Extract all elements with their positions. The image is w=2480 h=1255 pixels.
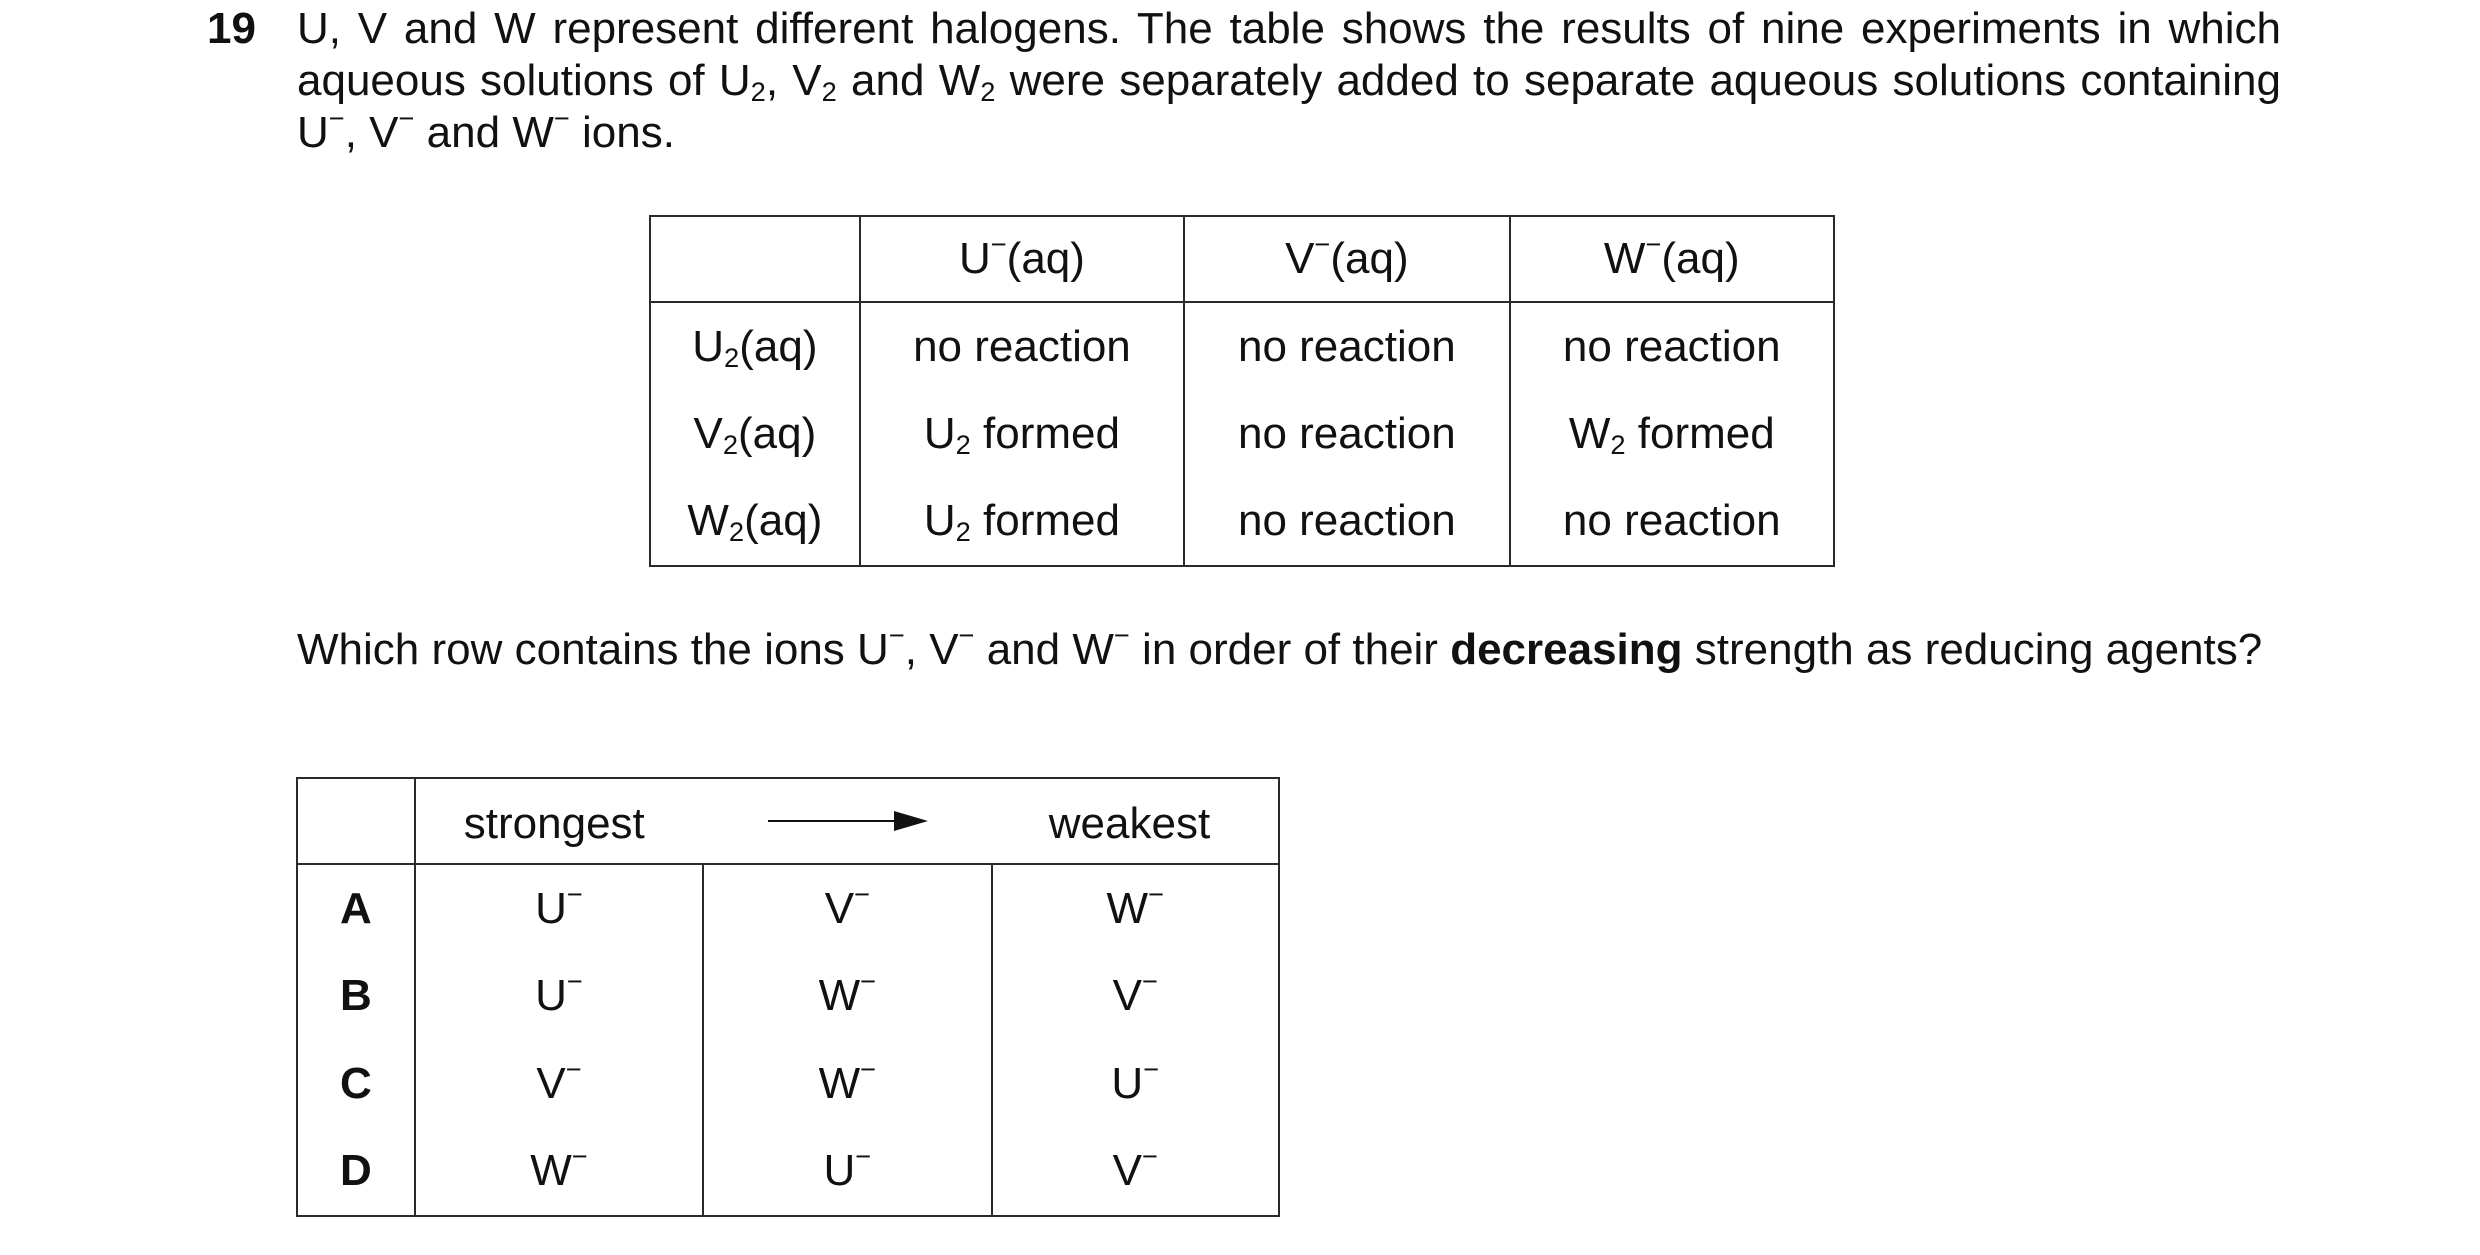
results-row: [650, 302, 1834, 390]
option-ion: U−: [992, 1040, 1279, 1127]
option-letter: B: [297, 953, 415, 1040]
results-row-header: $V_2(aq)$: [650, 390, 860, 477]
results-cell: no reaction: [1184, 302, 1509, 390]
option-ion: W−: [415, 1128, 703, 1216]
option-ion: W−: [703, 953, 991, 1040]
results-table: [649, 215, 1835, 567]
options-header: [415, 778, 1279, 864]
question-intro: U, V and W represent different halogens. The table shows the results of nine experiments in which aqueous solutions of $U_2$, $V_2$ and $W_2$ were separately added to separate aqueous solutions containing U−, V− and W− ions.: [297, 4, 2281, 157]
results-row-header: $U_2(aq)$: [650, 302, 860, 390]
results-column-header: W−(aq): [1510, 216, 1834, 302]
option-ion: V−: [992, 1128, 1279, 1216]
option-letter: C: [297, 1040, 415, 1127]
results-cell: $U_2$ formed: [860, 478, 1184, 566]
option-ion: U−: [703, 1128, 991, 1216]
option-ion: V−: [992, 953, 1279, 1040]
option-ion: W−: [703, 1040, 991, 1127]
options-header-row: [297, 778, 1279, 864]
results-row: [650, 390, 1834, 477]
options-table: [296, 777, 1280, 1217]
results-cell: no reaction: [1184, 390, 1509, 477]
option-letter: D: [297, 1128, 415, 1216]
results-row: [650, 478, 1834, 566]
results-column-header: V−(aq): [1184, 216, 1509, 302]
option-ion: V−: [703, 864, 991, 952]
results-cell: no reaction: [860, 302, 1184, 390]
option-row[interactable]: [297, 864, 1279, 952]
option-ion: W−: [992, 864, 1279, 952]
results-row-header: $W_2(aq)$: [650, 478, 860, 566]
options-corner-cell: [297, 778, 415, 864]
results-corner-cell: [650, 216, 860, 302]
results-column-header: U−(aq): [860, 216, 1184, 302]
strongest-label: strongest: [463, 799, 645, 848]
option-ion: U−: [415, 864, 703, 952]
results-cell: $U_2$ formed: [860, 390, 1184, 477]
option-row[interactable]: [297, 1128, 1279, 1216]
results-cell: no reaction: [1184, 478, 1509, 566]
question-number: 19: [207, 4, 256, 53]
right-arrow-icon: [768, 817, 928, 825]
option-ion: U−: [415, 953, 703, 1040]
results-cell: no reaction: [1510, 478, 1834, 566]
option-row[interactable]: [297, 953, 1279, 1040]
question-prompt: Which row contains the ions U−, V− and W− in order of their decreasing strength as reducing agents?: [297, 619, 2263, 674]
results-cell: no reaction: [1510, 302, 1834, 390]
results-header-row: [650, 216, 1834, 302]
results-cell: $W_2$ formed: [1510, 390, 1834, 477]
weakest-label: weakest: [1048, 799, 1211, 848]
option-ion: V−: [415, 1040, 703, 1127]
option-letter: A: [297, 864, 415, 952]
option-row[interactable]: [297, 1040, 1279, 1127]
